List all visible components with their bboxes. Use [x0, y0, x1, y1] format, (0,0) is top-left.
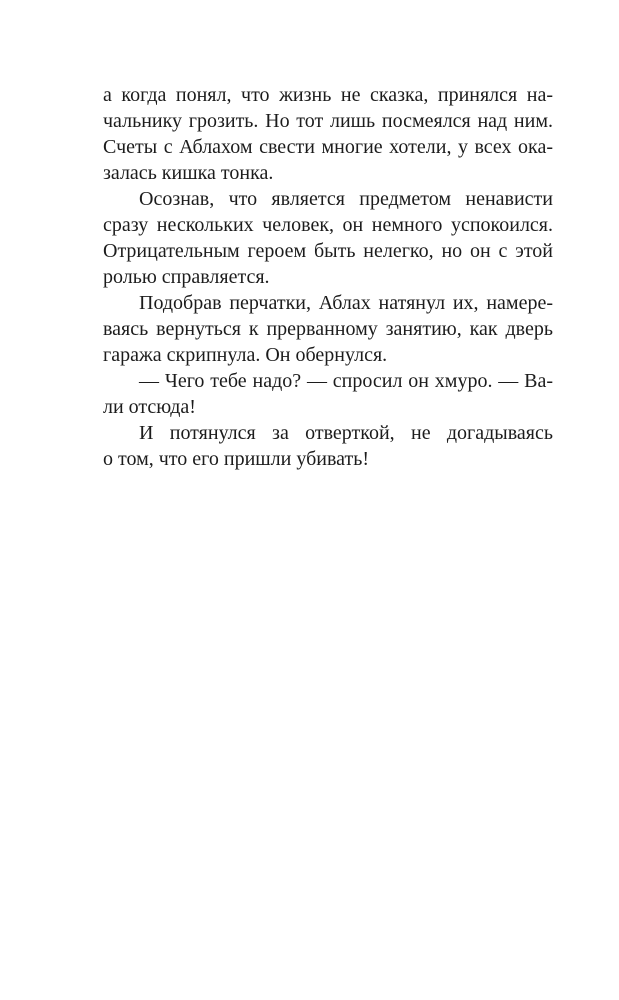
text-line: Счеты с Аблахом свести многие хотели, у всех ока-	[103, 136, 553, 158]
text-line: ли отсюда!	[103, 396, 196, 418]
text-line: чальнику грозить. Но тот лишь посмеялся над ним.	[103, 110, 553, 132]
text-block	[103, 82, 553, 472]
text-line: ролью справляется.	[103, 266, 270, 288]
text-line: гаража скрипнула. Он обернулся.	[103, 344, 388, 366]
text-line: сразу нескольких человек, он немного успокоился.	[103, 214, 553, 236]
text-line: — Чего тебе надо? — спросил он хмуро. — Ва-	[139, 370, 553, 392]
text-line: Осознав, что является предметом ненависти	[139, 188, 553, 210]
text-line: а когда понял, что жизнь не сказка, принялся на-	[103, 84, 553, 106]
text-line: залась кишка тонка.	[103, 162, 274, 184]
text-line: И потянулся за отверткой, не догадываясь	[139, 422, 553, 444]
text-line: ваясь вернуться к прерванному занятию, как дверь	[103, 318, 553, 340]
text-line: Отрицательным героем быть нелегко, но он с этой	[103, 240, 553, 262]
text-line: Подобрав перчатки, Аблах натянул их, намере-	[139, 292, 553, 314]
text-line: о том, что его пришли убивать!	[103, 448, 370, 470]
